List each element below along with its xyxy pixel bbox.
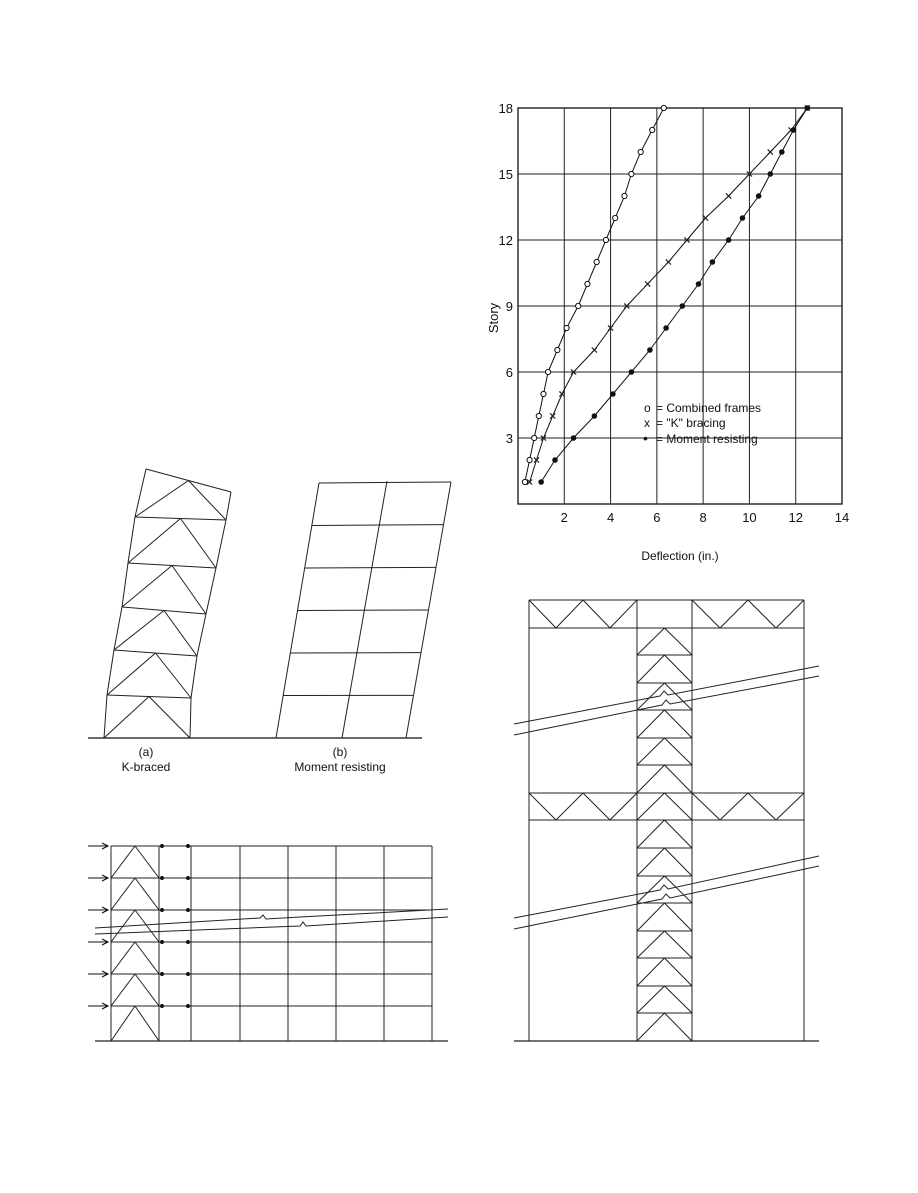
frame-column-left [128,517,135,563]
frame-column-left [135,469,146,517]
data-point-combined [541,391,546,396]
lateral-load-arrow [88,971,108,977]
data-point-moment [791,127,797,133]
frame-column [342,481,387,738]
k-brace [135,974,159,1006]
chart-x-ticks [561,510,850,525]
data-point-moment [740,215,746,221]
break-line [514,856,819,918]
data-point-moment [538,479,544,485]
data-point-combined [638,149,643,154]
frame-beam [319,482,451,483]
data-point-moment [804,105,810,111]
outrigger-diagonal [529,600,556,628]
frame-column-right [191,656,197,698]
data-point-kbracing [550,413,555,418]
k-brace [637,683,665,710]
k-brace [111,846,135,878]
k-brace [665,683,693,710]
pin-connection-dot [160,908,164,912]
pin-connection-dot [160,844,164,848]
k-brace [189,481,227,521]
outrigger-diagonal [529,793,556,820]
chart-y-ticks [499,101,513,446]
pin-connection-dot [160,972,164,976]
lateral-load-arrow [88,843,108,849]
lateral-load-arrow [88,939,108,945]
frame-column-right [206,568,216,614]
break-line [95,917,448,934]
frame-column-right [216,520,226,568]
frame-column-left [122,563,128,607]
k-brace [172,566,206,615]
k-brace [665,765,693,793]
data-point-kbracing [726,193,731,198]
k-brace [104,697,149,739]
data-point-moment [610,391,616,397]
k-brace [135,942,159,974]
outrigger-diagonal [720,600,748,628]
outrigger-diagonal [583,793,610,820]
outrigger-diagonal [748,793,776,820]
k-brace [111,878,135,910]
k-brace [637,958,665,986]
frame-column-left [104,695,107,738]
k-brace [665,738,693,765]
data-point-combined [522,479,527,484]
x-tick-label: 12 [788,510,802,525]
data-point-kbracing [666,259,671,264]
data-point-combined [564,325,569,330]
data-point-combined [532,435,537,440]
data-point-combined [576,303,581,308]
x-tick-label: 2 [561,510,568,525]
k-brace [164,611,197,657]
x-tick-label: 6 [653,510,660,525]
break-line [95,909,448,928]
break-line [514,866,819,929]
pin-connection-dot [186,908,190,912]
outrigger-diagonal [583,600,610,628]
k-brace [637,1013,665,1041]
x-tick-label: 10 [742,510,756,525]
k-brace [135,1006,159,1041]
y-tick-label: 9 [506,299,513,314]
data-point-moment [592,413,598,419]
outrigger-diagonal [610,600,637,628]
outrigger-diagonal [556,793,583,820]
k-brace [665,793,693,820]
k-brace [637,793,665,820]
frame-beam [298,610,429,611]
data-point-combined [603,237,608,242]
k-brace [665,903,693,931]
lateral-load-arrow [88,875,108,881]
x-tick-label: 14 [835,510,849,525]
caption-a-letter: (a) [139,745,154,759]
caption-b-label: Moment resisting [294,760,385,774]
k-brace [107,653,156,695]
data-point-moment [663,325,669,331]
pin-connection-dot [186,940,190,944]
legend-entry-kbracing-marker: x [644,416,650,430]
k-brace [637,738,665,765]
outrigger-diagonal [748,600,776,628]
outrigger-diagonal [610,793,637,820]
outrigger-diagonal [556,600,583,628]
k-brace [122,566,172,608]
k-brace [665,1013,693,1041]
data-point-combined [622,193,627,198]
k-brace [637,903,665,931]
k-brace [665,931,693,958]
k-brace [111,1006,135,1041]
data-point-moment [571,435,577,441]
pin-connection-dot [186,972,190,976]
deflection-chart [486,101,849,563]
k-braced-deflected-frame [104,469,231,738]
data-point-combined [629,171,634,176]
data-point-combined [585,281,590,286]
series-line-circle [525,108,664,482]
frame-column-left [107,650,114,695]
k-brace [637,765,665,793]
frame-beam [305,567,436,568]
chart-legend [643,401,761,446]
legend-entry-moment-label: = Moment resisting [656,432,758,446]
data-point-moment [552,457,558,463]
y-tick-label: 12 [499,233,513,248]
outrigger-frame-elevation [514,600,819,1041]
pin-connection-dot [160,876,164,880]
k-brace [637,848,665,876]
pin-connection-dot [186,1004,190,1008]
k-brace [135,846,159,878]
frame-column-left [114,607,122,650]
k-brace [637,655,665,683]
data-point-kbracing [534,457,539,462]
data-point-kbracing [645,281,650,286]
y-tick-label: 6 [506,365,513,380]
y-tick-label: 15 [499,167,513,182]
outrigger-diagonal [692,793,720,820]
data-point-moment [680,303,686,309]
k-brace [135,878,159,910]
outrigger-diagonal [776,793,804,820]
moment-resisting-deflected-frame [276,481,451,738]
data-point-combined [661,105,666,110]
data-point-moment [710,259,716,265]
k-brace [665,958,693,986]
k-brace [128,519,181,564]
data-point-moment [647,347,653,353]
lateral-load-arrow [88,907,108,913]
break-line [514,666,819,724]
data-point-kbracing [768,149,773,154]
caption-b-letter: (b) [333,745,348,759]
legend-entry-combined-label: = Combined frames [656,401,761,415]
k-brace [114,611,164,651]
pin-connection-dot [186,876,190,880]
data-point-moment [629,369,635,375]
caption-a-label: K-braced [122,760,171,774]
data-point-moment [767,171,773,177]
data-point-combined [545,369,550,374]
pin-connection-dot [160,1004,164,1008]
k-brace [181,519,217,569]
k-brace [135,910,159,942]
k-brace [665,710,693,738]
outrigger-diagonal [776,600,804,628]
pin-connection-dot [186,844,190,848]
data-point-moment [726,237,732,243]
data-point-combined [613,215,618,220]
k-brace [665,876,693,903]
k-brace [665,848,693,876]
k-brace [637,628,665,655]
k-brace [135,481,189,518]
data-point-kbracing [592,347,597,352]
outrigger-diagonal [720,793,748,820]
k-brace [665,986,693,1013]
y-tick-label: 18 [499,101,513,116]
chart-x-axis-label: Deflection (in.) [641,549,718,563]
chart-y-axis-label: Story [486,302,501,333]
data-point-combined [594,259,599,264]
frame-column-right [190,698,191,738]
k-brace [637,820,665,848]
legend-entry-kbracing-label: = "K" bracing [656,416,726,430]
frame-column-right [226,492,231,520]
k-brace [637,931,665,958]
k-brace [149,697,190,739]
y-tick-label: 3 [506,431,513,446]
k-brace [665,628,693,655]
k-brace [665,820,693,848]
pin-connection-dot [160,940,164,944]
k-brace [637,986,665,1013]
data-point-combined [555,347,560,352]
outrigger-diagonal [692,600,720,628]
legend-entry-moment-marker: • [643,430,648,446]
data-point-combined [527,457,532,462]
data-point-moment [696,281,702,287]
k-brace [665,655,693,683]
lateral-load-arrow [88,1003,108,1009]
x-tick-label: 4 [607,510,614,525]
deflected-frames-figure [88,469,451,774]
data-point-moment [756,193,762,199]
k-brace [111,974,135,1006]
legend-entry-combined-marker: o [644,401,651,415]
k-brace [156,653,192,698]
frame-beam [312,525,444,526]
frame-column-right [197,614,206,656]
combined-frame-elevation [88,843,448,1041]
data-point-combined [536,413,541,418]
k-brace [111,942,135,974]
data-point-moment [779,149,785,155]
data-point-combined [650,127,655,132]
x-tick-label: 8 [700,510,707,525]
k-brace [637,710,665,738]
